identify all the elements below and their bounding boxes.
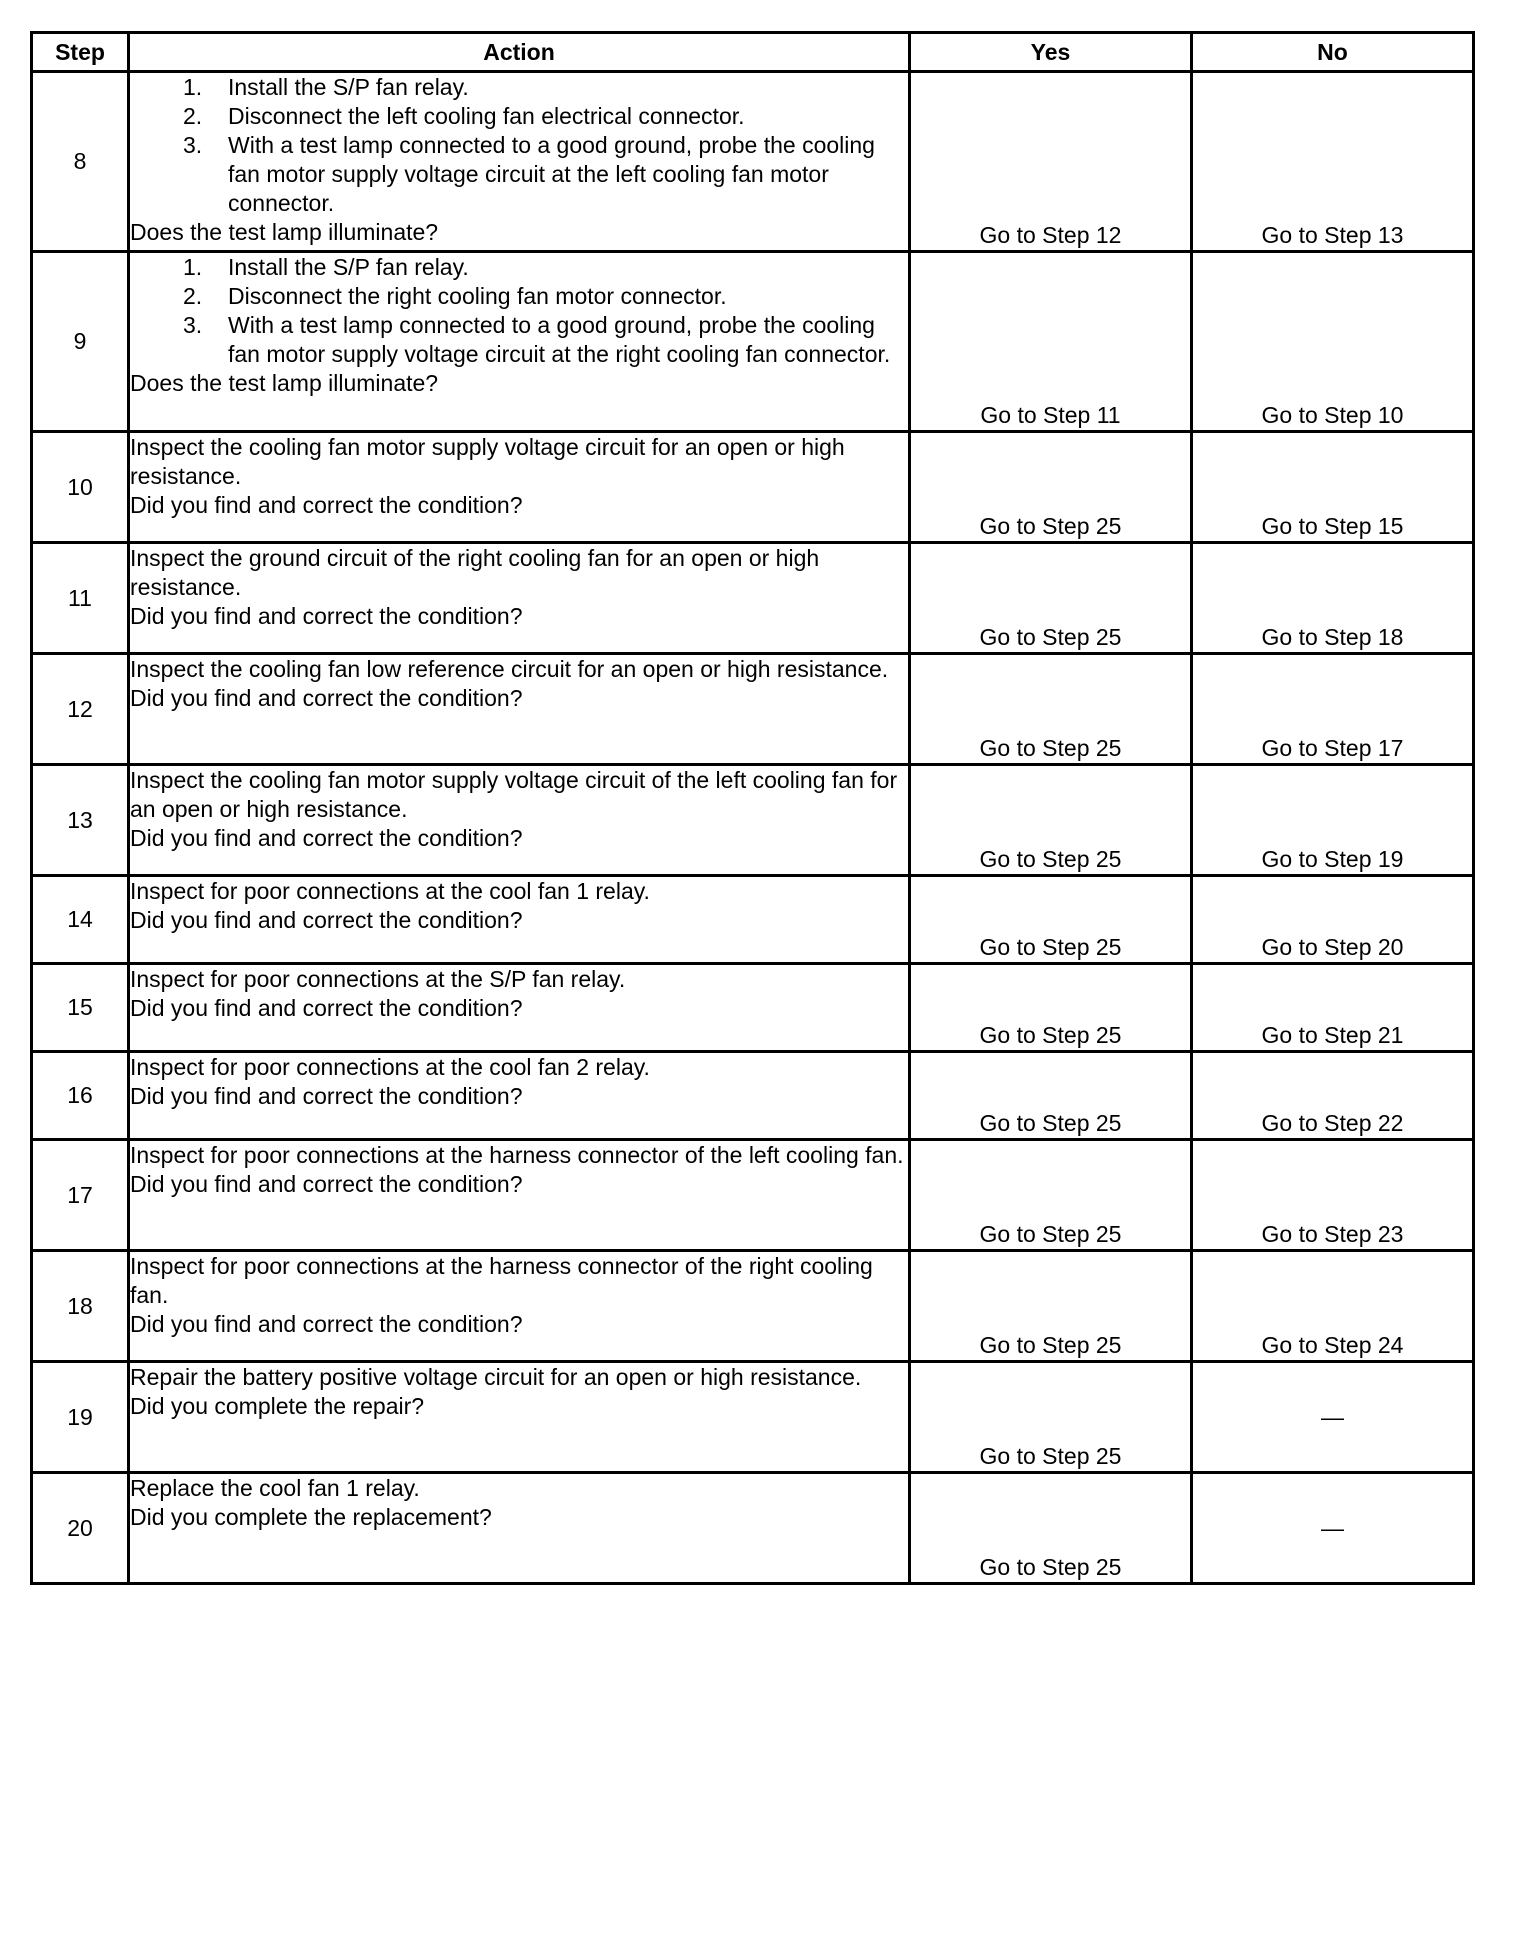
action-question: Did you find and correct the condition? (130, 1083, 523, 1109)
action-cell (129, 432, 910, 543)
action-cell (129, 1362, 910, 1473)
action-text: Inspect the cooling fan motor supply voltage circuit of the left cooling fan for an open or high resistance. (130, 767, 898, 822)
action-question: Did you find and correct the condition? (130, 1311, 523, 1337)
list-number: 3. (183, 132, 203, 158)
table-row (32, 1362, 1474, 1473)
no-result: — (1192, 1362, 1474, 1473)
yes-result: Go to Step 25 (910, 543, 1192, 654)
table-row (32, 876, 1474, 964)
list-item (183, 102, 908, 131)
yes-column-header: Yes (910, 33, 1192, 72)
list-text: Install the S/P fan relay. (228, 74, 469, 100)
action-question: Did you find and correct the condition? (130, 1171, 523, 1197)
action-cell (129, 543, 910, 654)
action-text: Repair the battery positive voltage circuit for an open or high resistance. (130, 1364, 862, 1390)
list-item (183, 253, 908, 282)
action-text: Inspect the cooling fan motor supply voltage circuit for an open or high resistance. (130, 434, 845, 489)
no-result: Go to Step 10 (1192, 252, 1474, 432)
action-text: Replace the cool fan 1 relay. (130, 1475, 420, 1501)
action-cell (129, 1251, 910, 1362)
action-cell (129, 654, 910, 765)
step-number: 18 (32, 1251, 129, 1362)
yes-result: Go to Step 11 (910, 252, 1192, 432)
step-number: 17 (32, 1140, 129, 1251)
list-number: 2. (183, 283, 203, 309)
action-text: Inspect for poor connections at the cool fan 2 relay. (130, 1054, 650, 1080)
action-cell (129, 765, 910, 876)
list-text: Disconnect the right cooling fan motor connector. (228, 283, 727, 309)
yes-result: Go to Step 25 (910, 1473, 1192, 1584)
yes-result: Go to Step 25 (910, 654, 1192, 765)
header-row (32, 33, 1474, 72)
no-result: Go to Step 15 (1192, 432, 1474, 543)
table-row (32, 72, 1474, 252)
list-number: 2. (183, 103, 203, 129)
no-column-header: No (1192, 33, 1474, 72)
action-cell (129, 964, 910, 1052)
list-number: 3. (183, 312, 203, 338)
action-text: Inspect for poor connections at the S/P fan relay. (130, 966, 626, 992)
yes-result: Go to Step 25 (910, 1251, 1192, 1362)
action-question: Did you find and correct the condition? (130, 907, 523, 933)
table-row (32, 252, 1474, 432)
diagnostic-table (30, 31, 1475, 1585)
yes-result: Go to Step 25 (910, 876, 1192, 964)
list-item (183, 131, 908, 218)
no-result: Go to Step 21 (1192, 964, 1474, 1052)
action-question: Does the test lamp illuminate? (130, 219, 439, 245)
action-cell (129, 1473, 910, 1584)
table-row (32, 1251, 1474, 1362)
action-question: Did you find and correct the condition? (130, 995, 523, 1021)
action-text: Inspect the cooling fan low reference circuit for an open or high resistance. (130, 656, 889, 682)
yes-result: Go to Step 25 (910, 765, 1192, 876)
action-question: Did you find and correct the condition? (130, 825, 523, 851)
no-result: Go to Step 23 (1192, 1140, 1474, 1251)
no-result: Go to Step 17 (1192, 654, 1474, 765)
step-number: 9 (32, 252, 129, 432)
instruction-list (130, 253, 908, 369)
action-text: Inspect for poor connections at the harness connector of the left cooling fan. (130, 1142, 904, 1168)
step-number: 8 (32, 72, 129, 252)
action-question: Did you complete the replacement? (130, 1504, 492, 1530)
action-text: Inspect for poor connections at the cool fan 1 relay. (130, 878, 650, 904)
instruction-list (130, 73, 908, 218)
list-item (183, 73, 908, 102)
step-number: 19 (32, 1362, 129, 1473)
list-text: Disconnect the left cooling fan electrical connector. (228, 103, 745, 129)
list-item (183, 282, 908, 311)
no-result: Go to Step 20 (1192, 876, 1474, 964)
list-item (183, 311, 908, 369)
step-number: 14 (32, 876, 129, 964)
action-cell (129, 1052, 910, 1140)
yes-result: Go to Step 25 (910, 964, 1192, 1052)
step-column-header: Step (32, 33, 129, 72)
table-row (32, 654, 1474, 765)
action-column-header: Action (129, 33, 910, 72)
no-result: Go to Step 24 (1192, 1251, 1474, 1362)
list-text: With a test lamp connected to a good ground, probe the cooling fan motor supply voltage circuit at the right cooling fan connector. (228, 312, 891, 367)
step-number: 10 (32, 432, 129, 543)
step-number: 20 (32, 1473, 129, 1584)
action-text: Inspect the ground circuit of the right cooling fan for an open or high resistance. (130, 545, 820, 600)
step-number: 11 (32, 543, 129, 654)
list-number: 1. (183, 74, 203, 100)
no-result: Go to Step 18 (1192, 543, 1474, 654)
no-result: Go to Step 13 (1192, 72, 1474, 252)
list-number: 1. (183, 254, 203, 280)
table-row (32, 432, 1474, 543)
step-number: 16 (32, 1052, 129, 1140)
action-cell (129, 1140, 910, 1251)
action-cell (129, 72, 910, 252)
table-row (32, 1052, 1474, 1140)
yes-result: Go to Step 25 (910, 432, 1192, 543)
list-text: With a test lamp connected to a good ground, probe the cooling fan motor supply voltage circuit at the left cooling fan motor connector. (228, 132, 875, 216)
yes-result: Go to Step 12 (910, 72, 1192, 252)
table-row (32, 765, 1474, 876)
action-question: Did you complete the repair? (130, 1393, 425, 1419)
list-text: Install the S/P fan relay. (228, 254, 469, 280)
no-result: — (1192, 1473, 1474, 1584)
action-cell (129, 252, 910, 432)
action-question: Did you find and correct the condition? (130, 603, 523, 629)
table-row (32, 1473, 1474, 1584)
step-number: 13 (32, 765, 129, 876)
table-row (32, 964, 1474, 1052)
step-number: 15 (32, 964, 129, 1052)
action-question: Does the test lamp illuminate? (130, 370, 439, 396)
action-question: Did you find and correct the condition? (130, 492, 523, 518)
yes-result: Go to Step 25 (910, 1052, 1192, 1140)
yes-result: Go to Step 25 (910, 1140, 1192, 1251)
no-result: Go to Step 19 (1192, 765, 1474, 876)
yes-result: Go to Step 25 (910, 1362, 1192, 1473)
action-cell (129, 876, 910, 964)
no-result: Go to Step 22 (1192, 1052, 1474, 1140)
action-question: Did you find and correct the condition? (130, 685, 523, 711)
step-number: 12 (32, 654, 129, 765)
table-row (32, 543, 1474, 654)
action-text: Inspect for poor connections at the harness connector of the right cooling fan. (130, 1253, 873, 1308)
table-row (32, 1140, 1474, 1251)
